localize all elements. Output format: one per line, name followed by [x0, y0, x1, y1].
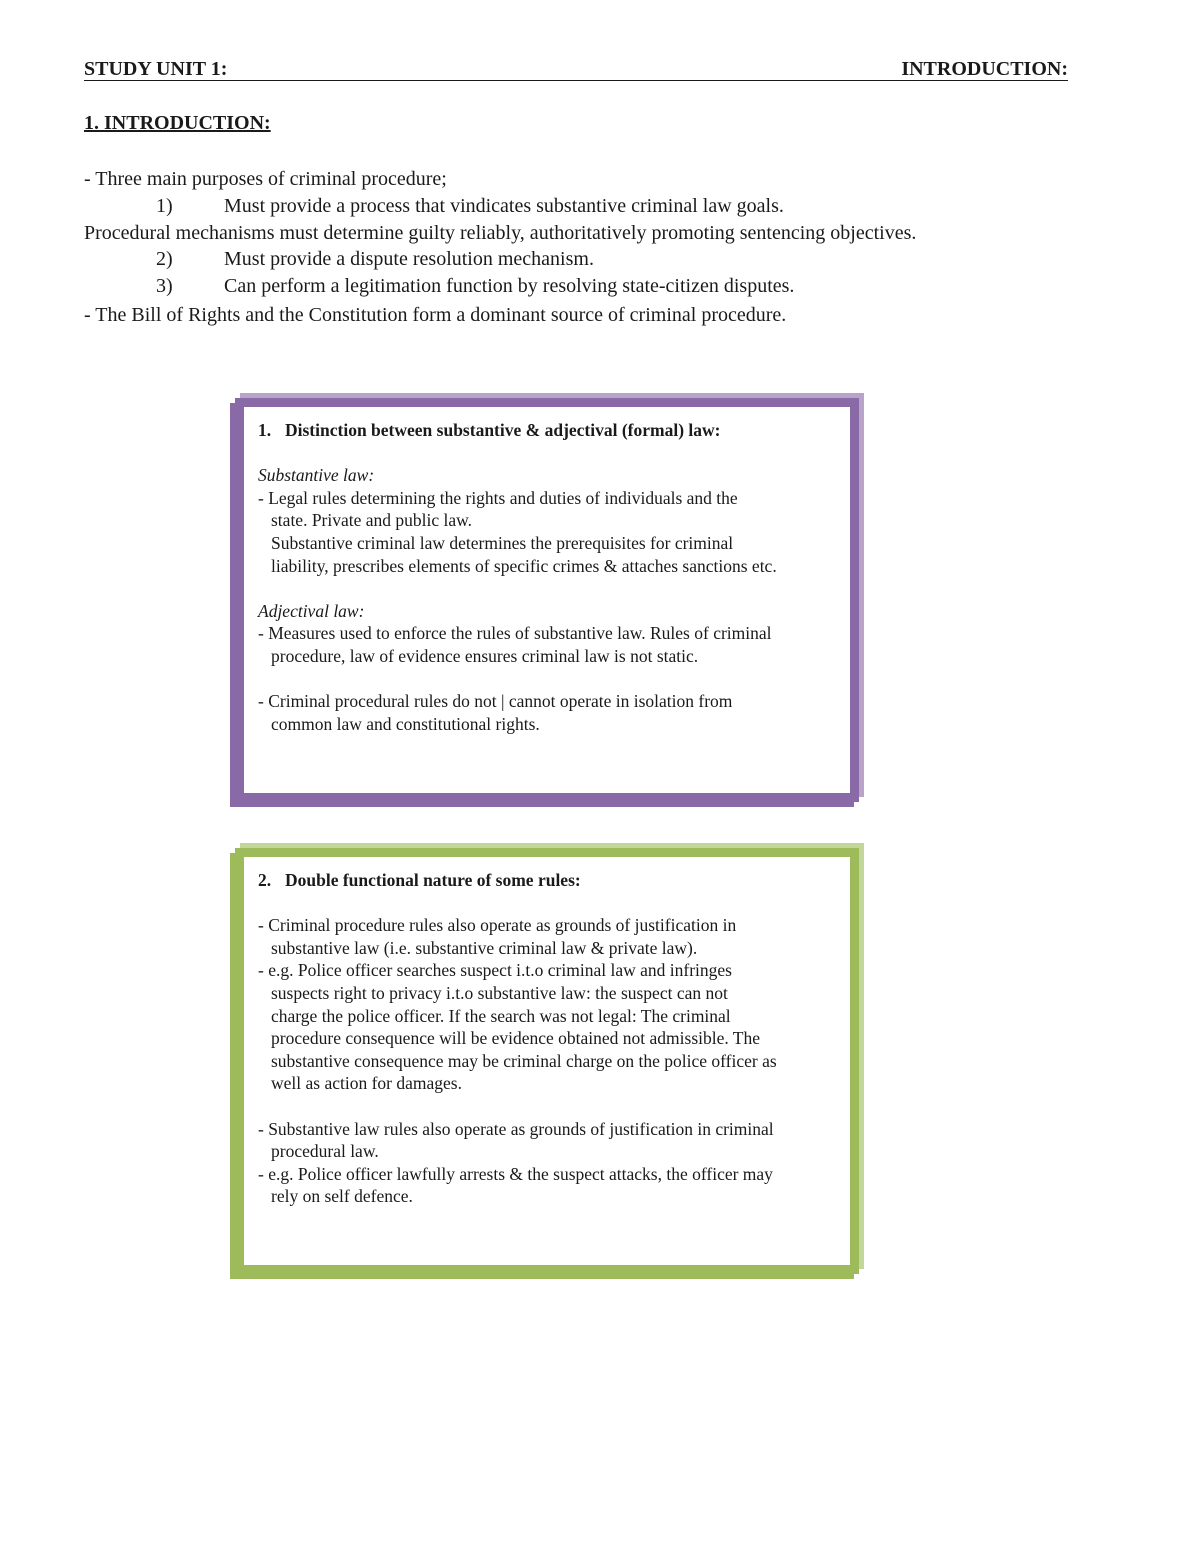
- distinction-box-content: [258, 419, 840, 735]
- text-line: common law and constitutional rights.: [271, 713, 540, 734]
- box-title-text: Distinction between substantive & adjectival (formal) law:: [285, 420, 721, 440]
- box-title: [258, 869, 840, 892]
- header-right: INTRODUCTION:: [901, 58, 1068, 80]
- header-left: STUDY UNIT 1:: [84, 58, 228, 80]
- box-title-text: Double functional nature of some rules:: [285, 870, 581, 890]
- text-line: substantive law (i.e. substantive criminal law & private law).: [271, 937, 698, 958]
- double-function-box: [235, 848, 859, 1274]
- text-line: - Criminal procedural rules do not | cannot operate in isolation from: [258, 691, 733, 712]
- text-line: procedure, law of evidence ensures criminal law is not static.: [271, 645, 699, 666]
- substantive-law-heading: Substantive law:: [258, 465, 375, 486]
- text-line: suspects right to privacy i.t.o substantive law: the suspect can not: [271, 982, 728, 1003]
- text-line: - Legal rules determining the rights and duties of individuals and the: [258, 487, 738, 508]
- text-line: - Measures used to enforce the rules of substantive law. Rules of criminal: [258, 623, 772, 644]
- box-title: [258, 419, 840, 442]
- text-line: rely on self defence.: [271, 1186, 413, 1207]
- box-number: 2.: [258, 870, 272, 890]
- list-item: Can perform a legitimation function by resolving state-citizen disputes.: [224, 275, 795, 297]
- intro-lead: - Three main purposes of criminal procedure;: [84, 168, 447, 190]
- text-line: - e.g. Police officer lawfully arrests & the suspect attacks, the officer may: [258, 1163, 773, 1184]
- adjectival-law-heading: Adjectival law:: [258, 600, 365, 621]
- text-line: state. Private and public law.: [271, 510, 473, 531]
- text-line: procedural law.: [271, 1141, 379, 1162]
- text-line: well as action for damages.: [271, 1073, 462, 1094]
- box-number: 1.: [258, 420, 272, 440]
- section-title: 1. INTRODUCTION:: [84, 112, 271, 134]
- text-line: - Criminal procedure rules also operate as grounds of justification in: [258, 915, 737, 936]
- text-line: procedure consequence will be evidence obtained not admissible. The: [271, 1028, 761, 1049]
- page-header: [84, 58, 1068, 81]
- list-item: Must provide a dispute resolution mechanism.: [224, 248, 594, 270]
- text-line: Substantive criminal law determines the prerequisites for criminal: [271, 532, 734, 553]
- list-number: 1): [156, 195, 173, 217]
- intro-closing: - The Bill of Rights and the Constitution form a dominant source of criminal procedure.: [84, 304, 787, 326]
- text-line: charge the police officer. If the search was not legal: The criminal: [271, 1005, 731, 1026]
- text-line: - Substantive law rules also operate as grounds of justification in criminal: [258, 1118, 774, 1139]
- text-line: - e.g. Police officer searches suspect i.t.o criminal law and infringes: [258, 960, 732, 981]
- double-function-box-content: [258, 869, 840, 1208]
- intro-continuation: Procedural mechanisms must determine guilty reliably, authoritatively promoting sentencing objectives.: [84, 222, 917, 244]
- list-number: 3): [156, 275, 173, 297]
- text-line: substantive consequence may be criminal charge on the police officer as: [271, 1050, 777, 1071]
- list-number: 2): [156, 248, 173, 270]
- distinction-box: [235, 398, 859, 802]
- list-item: Must provide a process that vindicates substantive criminal law goals.: [224, 195, 784, 217]
- text-line: liability, prescribes elements of specific crimes & attaches sanctions etc.: [271, 555, 777, 576]
